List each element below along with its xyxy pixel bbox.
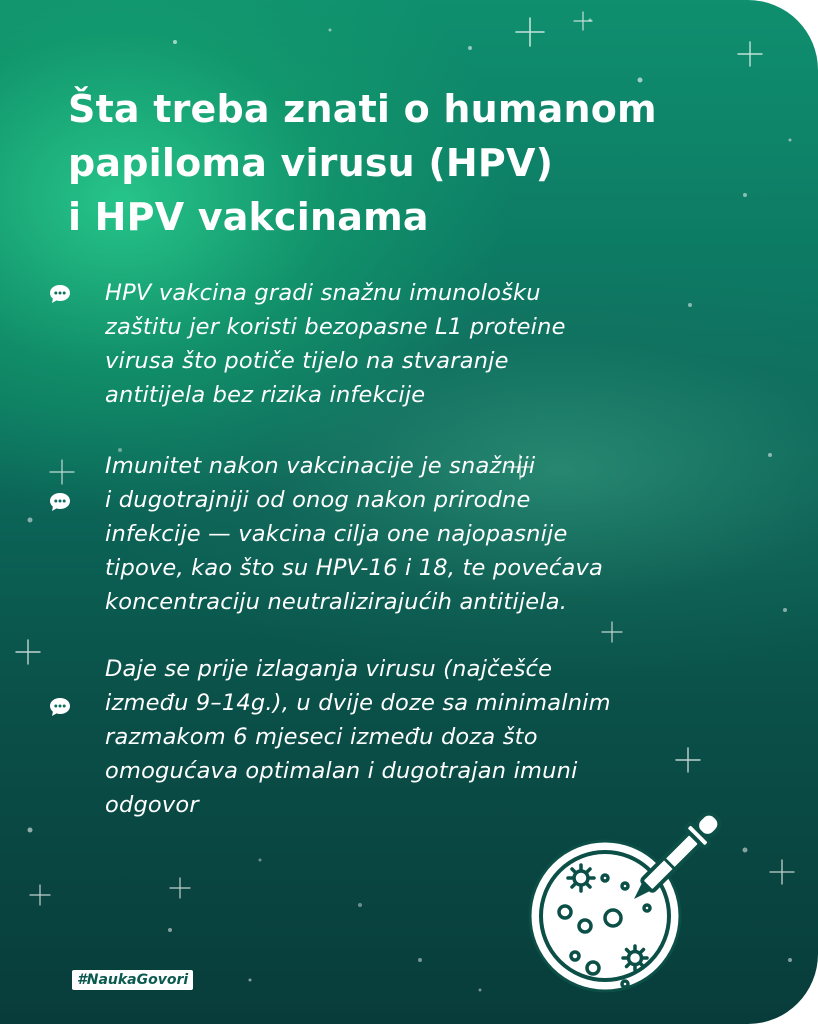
speech-bubble-icon: [49, 492, 71, 512]
text-line: antitijela bez rizika infekcije: [105, 382, 426, 408]
text-line: koncentraciju neutralizirajućih antitijela.: [105, 589, 568, 615]
list-item: [105, 276, 755, 412]
text-line: tipove, kao što su HPV-16 i 18, te povećava: [105, 555, 603, 581]
text-line: Daje se prije izlaganja virusu (najčešće: [105, 656, 553, 682]
text-line: Imunitet nakon vakcinacije je snažniji: [105, 453, 536, 479]
petri-dish-pipette-icon: [525, 808, 725, 1008]
text-line: i dugotrajniji od onog nakon prirodne: [105, 487, 531, 513]
hashtag-label: #NaukaGovori: [72, 970, 193, 990]
text-line: razmakom 6 mjeseci između doza što: [105, 724, 538, 750]
list-item: [105, 652, 755, 822]
list-item-text: [105, 449, 755, 619]
list-item: [105, 449, 755, 619]
text-line: zaštitu jer koristi bezopasne L1 proteine: [105, 314, 566, 340]
title-line: i HPV vakcinama: [68, 195, 429, 239]
text-line: HPV vakcina gradi snažnu imunološku: [105, 280, 541, 306]
speech-bubble-icon: [49, 284, 71, 304]
list-item-text: [105, 652, 755, 822]
text-line: odgovor: [105, 792, 199, 818]
text-line: omogućava optimalan i dugotrajan imuni: [105, 758, 578, 784]
title-line: Šta treba znati o humanom: [68, 87, 657, 131]
text-line: između 9–14g.), u dvije doze sa minimalnim: [105, 690, 611, 716]
page-title: [68, 82, 768, 244]
speech-bubble-icon: [49, 697, 71, 717]
list-item-text: [105, 276, 755, 412]
title-line: papiloma virusu (HPV): [68, 141, 554, 185]
text-line: virusa što potiče tijelo na stvaranje: [105, 348, 509, 374]
text-line: infekcije — vakcina cilja one najopasnije: [105, 521, 568, 547]
